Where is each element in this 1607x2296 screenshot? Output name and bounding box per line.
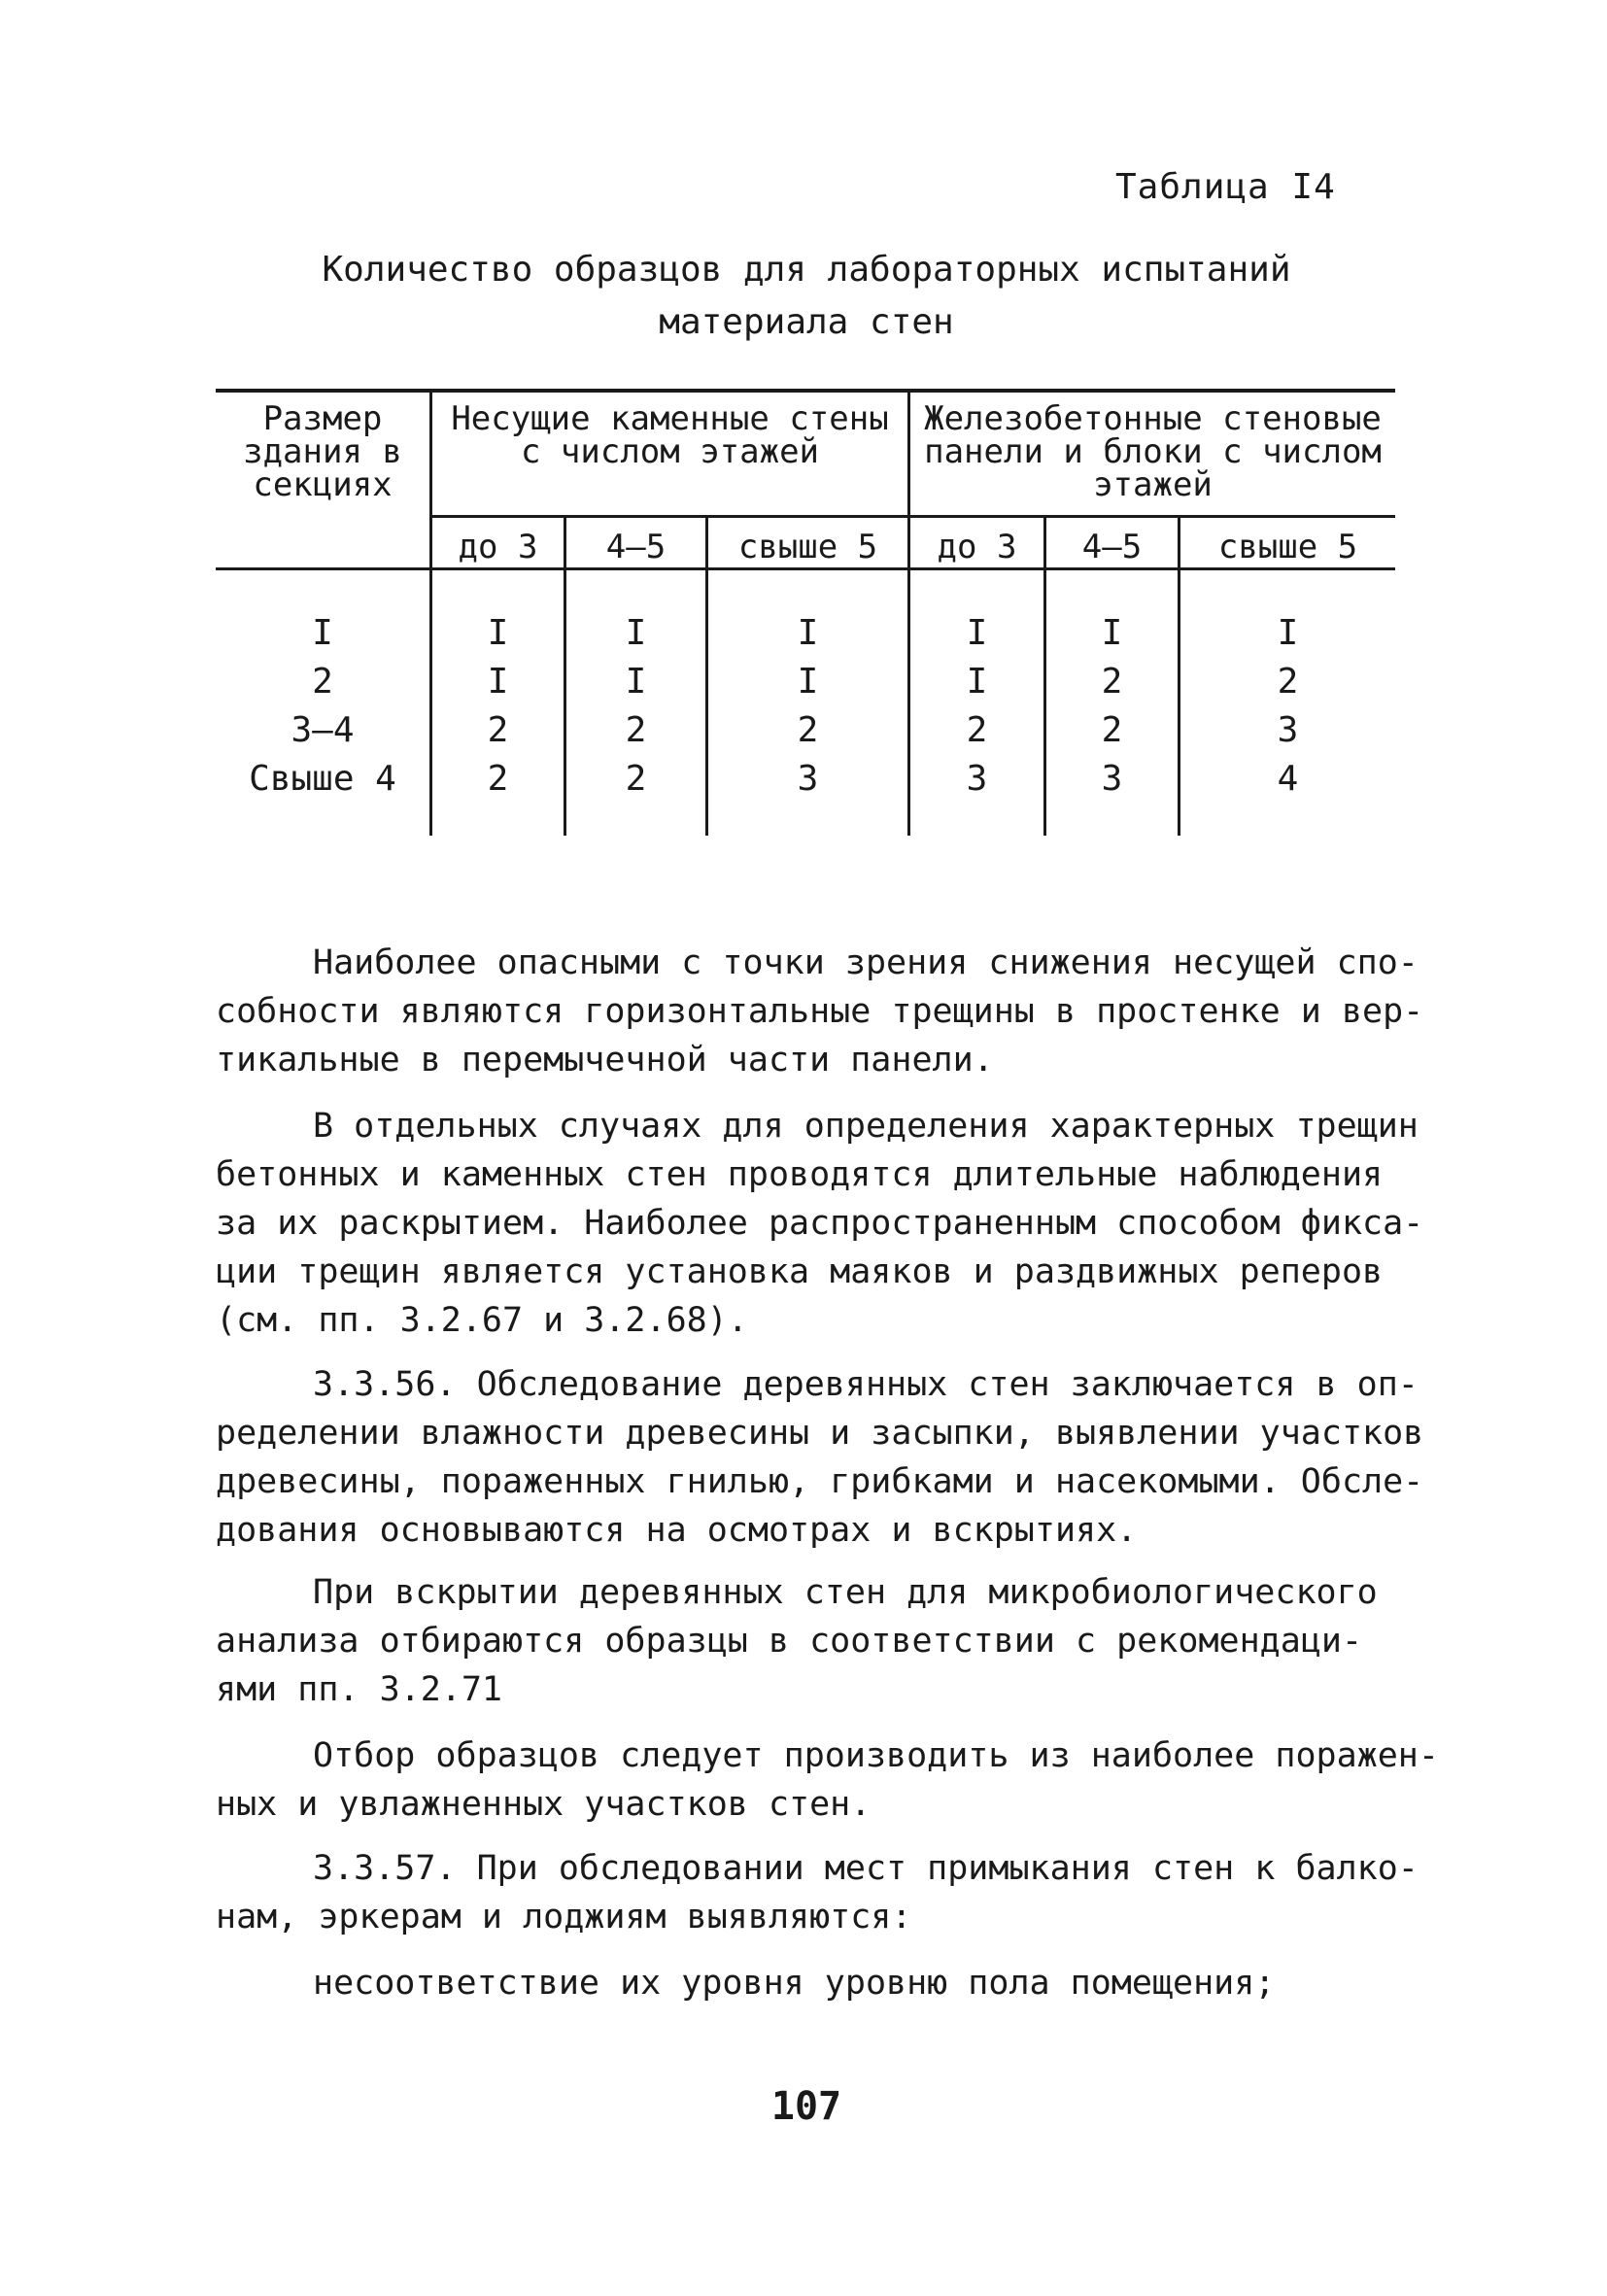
text-line: ции трещин является установка маяков и раздвижных реперов [216, 1252, 1384, 1291]
table-cell: I [797, 662, 819, 702]
header-masonry-line-1: Несущие каменные стены [451, 399, 889, 438]
table-cell: I [312, 613, 333, 653]
table-cell: 2 [625, 759, 647, 799]
subheader-over-5-concrete: свыше 5 [1217, 528, 1358, 566]
text-line: тикальные в перемычечной части панели. [216, 1041, 994, 1079]
text-line: (см. пп. 3.2.67 и 3.2.68). [216, 1301, 748, 1340]
header-concrete-line-1: Железобетонные стеновые [924, 399, 1382, 438]
table-cell: 2 [487, 759, 509, 799]
table-cell: 3 [797, 759, 819, 799]
text-line: ных и увлажненных участков стен. [216, 1785, 872, 1824]
table-group-rule [429, 515, 1395, 518]
samples-table [0, 0, 1607, 874]
table-cell: 2 [1277, 662, 1299, 702]
table-caption-line-2: материала стен [659, 302, 954, 342]
text-line: ями пп. 3.2.71 [216, 1670, 503, 1709]
text-line: 3.3.56. Обследование деревянных стен заключается в оп- [313, 1365, 1419, 1404]
paragraph-dangerous-cracks [216, 939, 1424, 1084]
table-cell: 3 [1277, 710, 1299, 750]
text-line: ределении влажности древесины и засыпки, выявлении участков [216, 1414, 1424, 1453]
text-line: При вскрытии деревянных стен для микробиологического [313, 1573, 1378, 1612]
paragraph-3-3-57 [216, 1844, 1419, 1941]
header-size-line-3: секциях [253, 465, 393, 504]
subheader-over-5-masonry: свыше 5 [737, 528, 878, 566]
text-line: несоответствие их уровня уровню пола помещения; [313, 1964, 1276, 2003]
header-concrete-line-3: этажей [1093, 465, 1213, 504]
table-cell: 2 [966, 710, 988, 750]
table-cell: I [1277, 613, 1299, 653]
text-line: собности являются горизонтальные трещины в простенке и вер- [216, 992, 1424, 1031]
table-cell: I [966, 613, 988, 653]
text-line: В отдельных случаях для определения характерных трещин [313, 1107, 1419, 1146]
table-cell: I [487, 613, 509, 653]
table-label: Таблица I4 [1115, 167, 1336, 207]
subheader-up-to-3-concrete: до 3 [937, 528, 1017, 566]
table-cell: 2 [1101, 710, 1123, 750]
header-size-line-2: здания в [243, 432, 402, 471]
header-size-line-1: Размер [262, 399, 383, 438]
paragraph-floor-level [216, 1959, 1411, 2007]
table-cell: 2 [487, 710, 509, 750]
subheader-4-5-concrete: 4–5 [1081, 528, 1143, 566]
paragraph-sampling [216, 1731, 1439, 1829]
table-cell: 4 [1277, 759, 1299, 799]
paragraph-3-3-56 [216, 1360, 1424, 1555]
table-cell: I [625, 662, 647, 702]
header-concrete-line-2: панели и блоки с числом [924, 432, 1382, 471]
text-line: древесины, пораженных гнилью, грибками и насекомыми. Обсле- [216, 1462, 1424, 1501]
text-line: Наиболее опасными с точки зрения снижения несущей спо- [313, 943, 1419, 982]
table-cell: Свыше 4 [249, 759, 396, 799]
table-cell: I [487, 662, 509, 702]
table-cell: I [625, 613, 647, 653]
text-line: бетонных и каменных стен проводятся длительные наблюдения [216, 1155, 1384, 1194]
page-number: 107 [770, 2084, 842, 2129]
paragraph-microbiology [216, 1568, 1411, 1714]
table-cell: 3 [966, 759, 988, 799]
subheader-up-to-3-masonry: до 3 [458, 528, 538, 566]
table-cell: 3 [1101, 759, 1123, 799]
table-cell: 2 [312, 662, 333, 702]
table-cell: I [966, 662, 988, 702]
table-cell: I [797, 613, 819, 653]
subheader-4-5-masonry: 4–5 [605, 528, 667, 566]
text-line: Отбор образцов следует производить из наиболее поражен- [313, 1736, 1439, 1775]
text-line: дования основываются на осмотрах и вскрытиях. [216, 1511, 1138, 1550]
table-cell: 3–4 [291, 710, 355, 750]
table-cell: 2 [797, 710, 819, 750]
table-header-bottom-rule [216, 567, 1395, 570]
text-line: нам, эркерам и лоджиям выявляются: [216, 1898, 912, 1936]
table-cell: I [1101, 613, 1123, 653]
header-masonry-line-2: с числом этажей [520, 432, 820, 471]
table-top-rule [216, 389, 1395, 393]
table-cell: 2 [625, 710, 647, 750]
text-line: 3.3.57. При обследовании мест примыкания стен к балко- [313, 1849, 1419, 1888]
text-line: за их раскрытием. Наиболее распространенным способом фикса- [216, 1204, 1424, 1243]
table-caption-line-1: Количество образцов для лабораторных испытаний [322, 250, 1291, 290]
table-cell: 2 [1101, 662, 1123, 702]
text-line: анализа отбираются образцы в соответствии с рекомендаци- [216, 1622, 1363, 1661]
paragraph-observation [216, 1102, 1424, 1345]
